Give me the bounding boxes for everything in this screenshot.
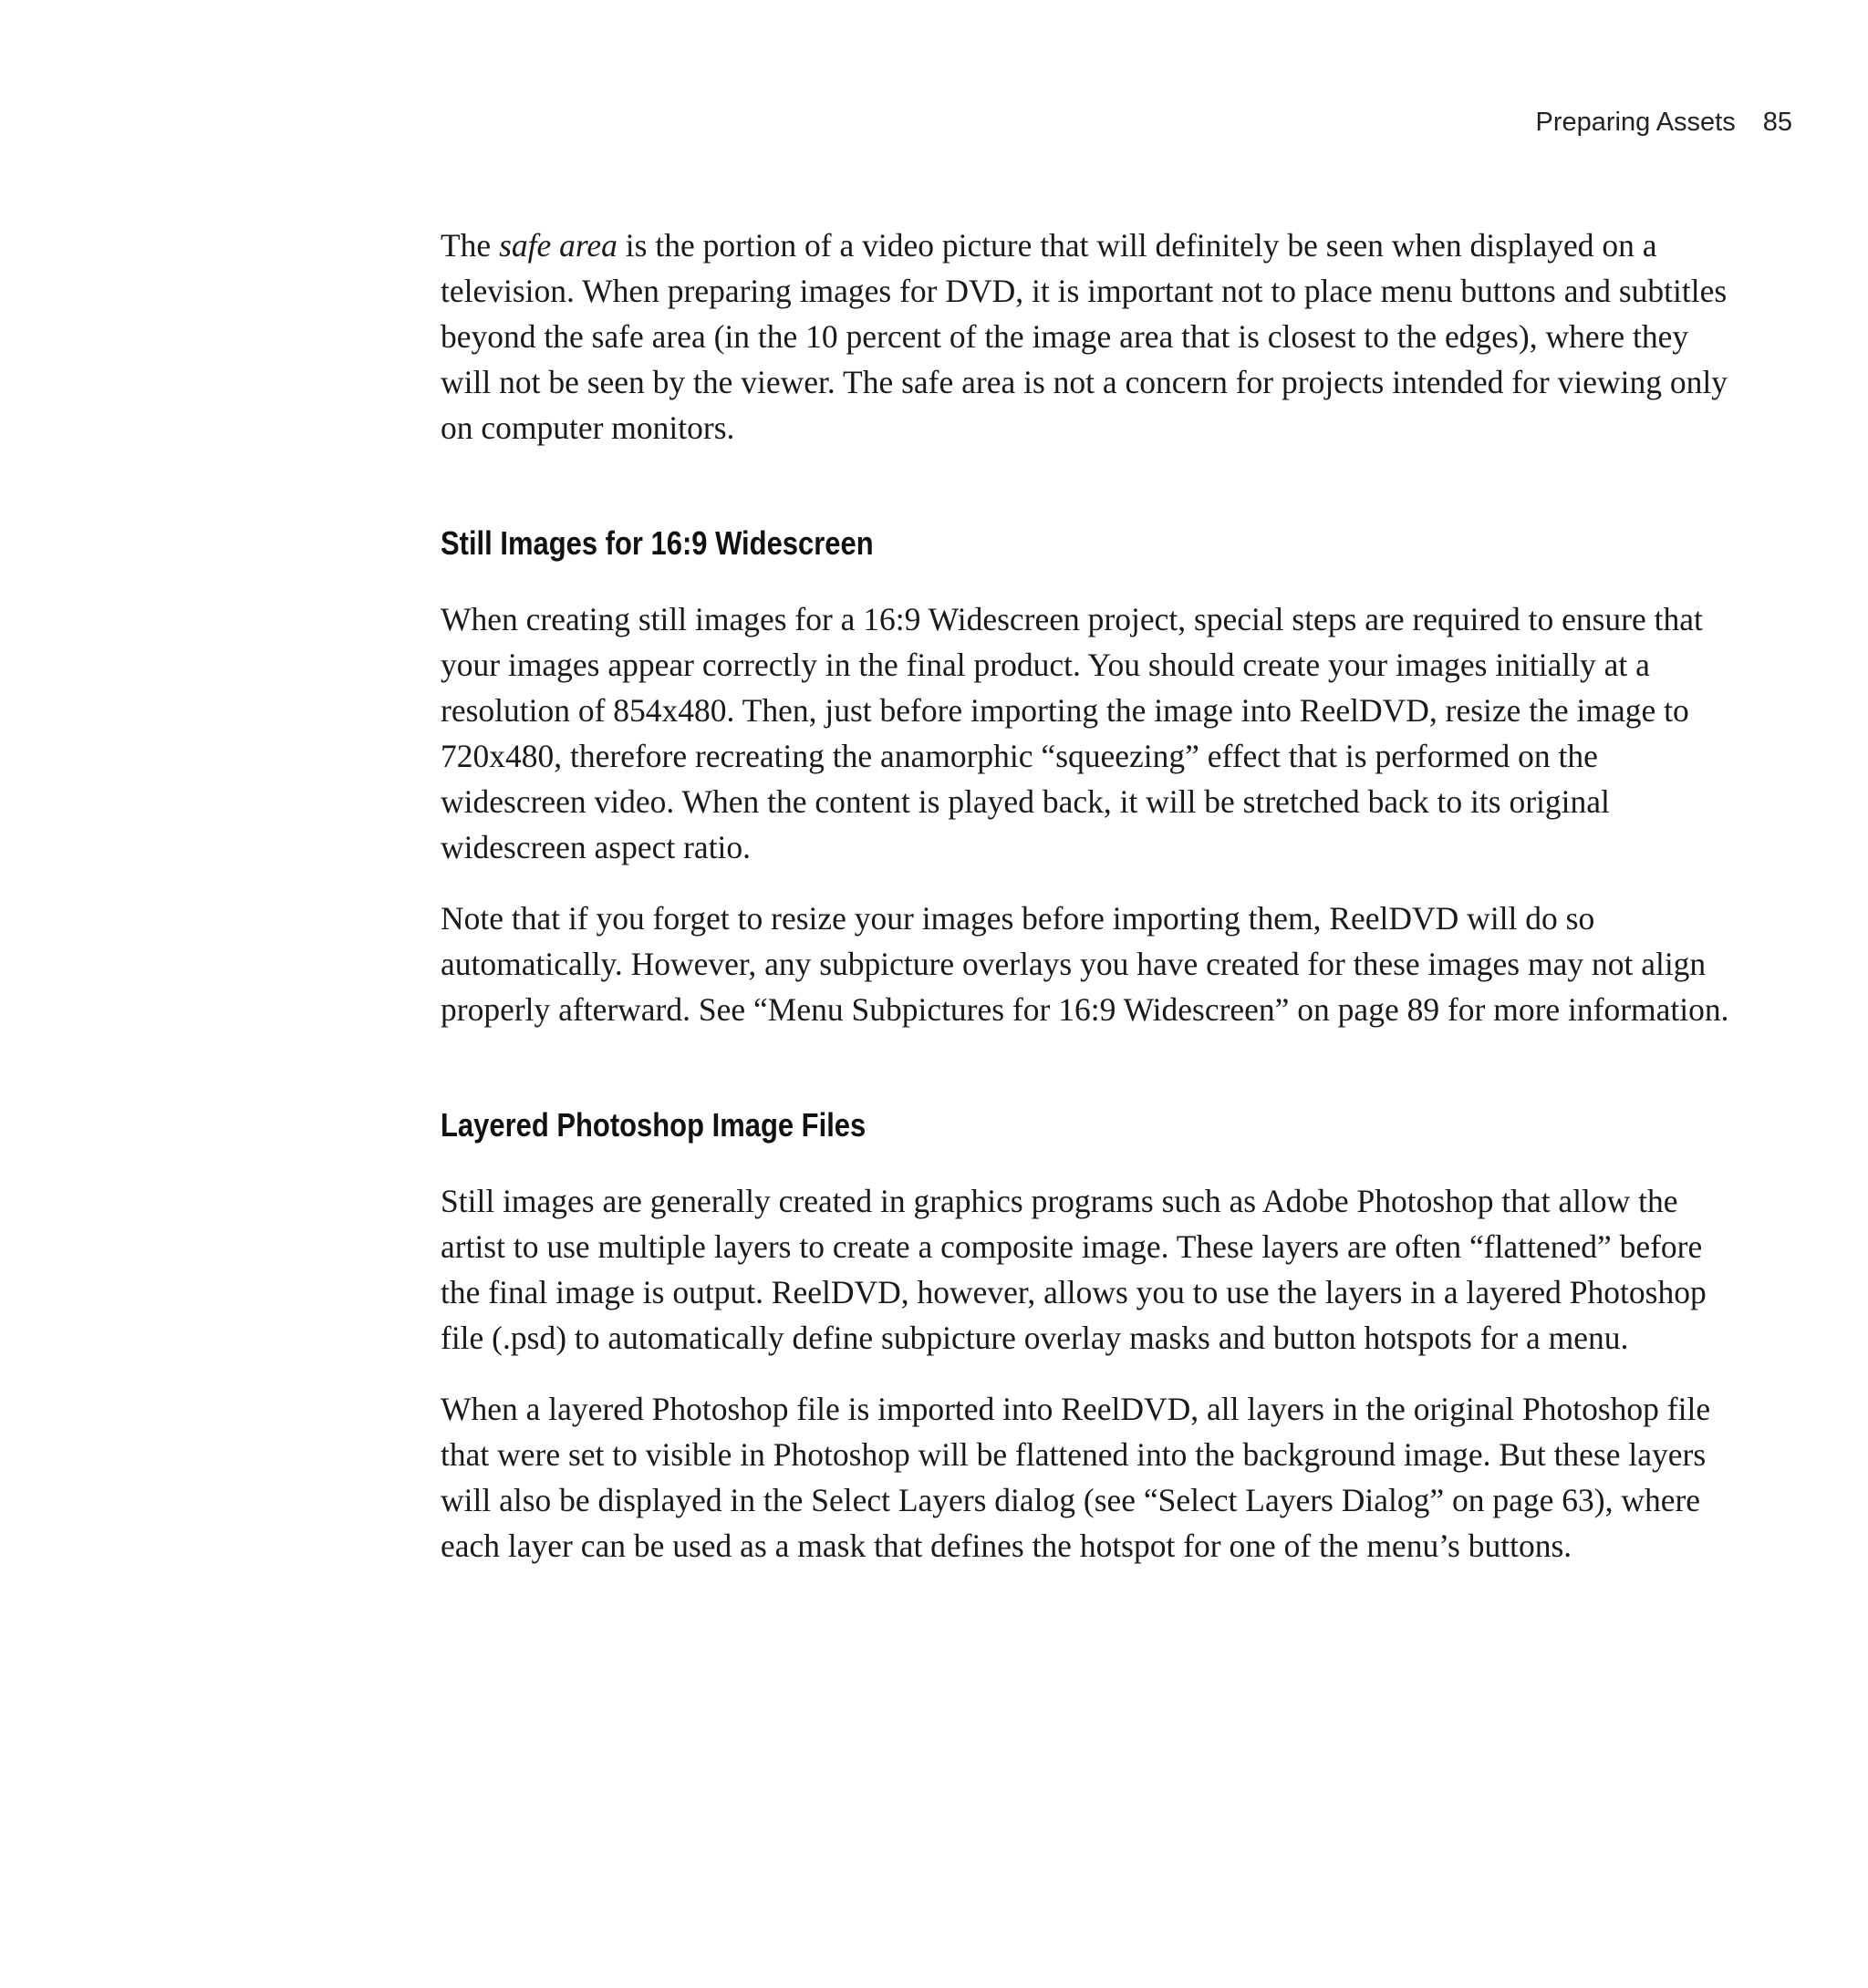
section-title: Preparing Assets [1535,108,1736,137]
widescreen-paragraph-1: When creating still images for a 16:9 Widescreen project, special steps are required to ensure that your images appear correctly in the final product. You should create your images initially at a resolution of 854x480. Then, just before importing the image into ReelDVD, resize the image to 720x480, therefore recreating the anamorphic “squeezing” effect that is performed on the widescreen video. When the content is played back, it will be stretched back to its original widescreen aspect ratio. [441,601,1703,865]
photoshop-paragraph-2: When a layered Photoshop file is imported into ReelDVD, all layers in the original Photoshop file that were set to visible in Photoshop will be flattened into the background image. But these layers will also be displayed in the Select Layers dialog (see “Select Layers Dialog” on page 63), where each layer can be used as a mask that defines the hotspot for one of the menu’s buttons. [441,1391,1711,1564]
photoshop-paragraph-1: Still images are generally created in graphics programs such as Adobe Photoshop that allow the artist to use multiple layers to create a composite image. These layers are often “flattened” before the final image is output. ReelDVD, however, allows you to use the layers in a layered Photoshop file (.psd) to automatically define subpicture overlay masks and button hotspots for a menu. [441,1183,1707,1356]
widescreen-paragraph-2: Note that if you forget to resize your images before importing them, ReelDVD will do so automatically. However, any subpicture overlays you have created for these images may not align properly afterward. See “Menu Subpictures for 16:9 Widescreen” on page 89 for more information. [441,900,1729,1028]
section-heading-photoshop: Layered Photoshop Image Files [441,1106,867,1144]
intro-rest: is the portion of a video picture that will definitely be seen when displayed on a television. When preparing images for DVD, it is important not to place menu buttons and subtitles beyond the safe area (in the 10 percent of the image area that is closest to the edges), where they will not be seen by the viewer. The safe area is not a concern for projects intended for viewing only on computer monitors. [441,227,1728,446]
intro-paragraph [441,223,1736,450]
safe-area-term: safe area [499,227,617,264]
intro-prefix: The [441,227,500,264]
page-body [441,223,1736,1594]
section-heading-widescreen: Still Images for 16:9 Widescreen [441,524,874,562]
running-header [1277,108,1792,138]
page-number: 85 [1762,108,1792,137]
